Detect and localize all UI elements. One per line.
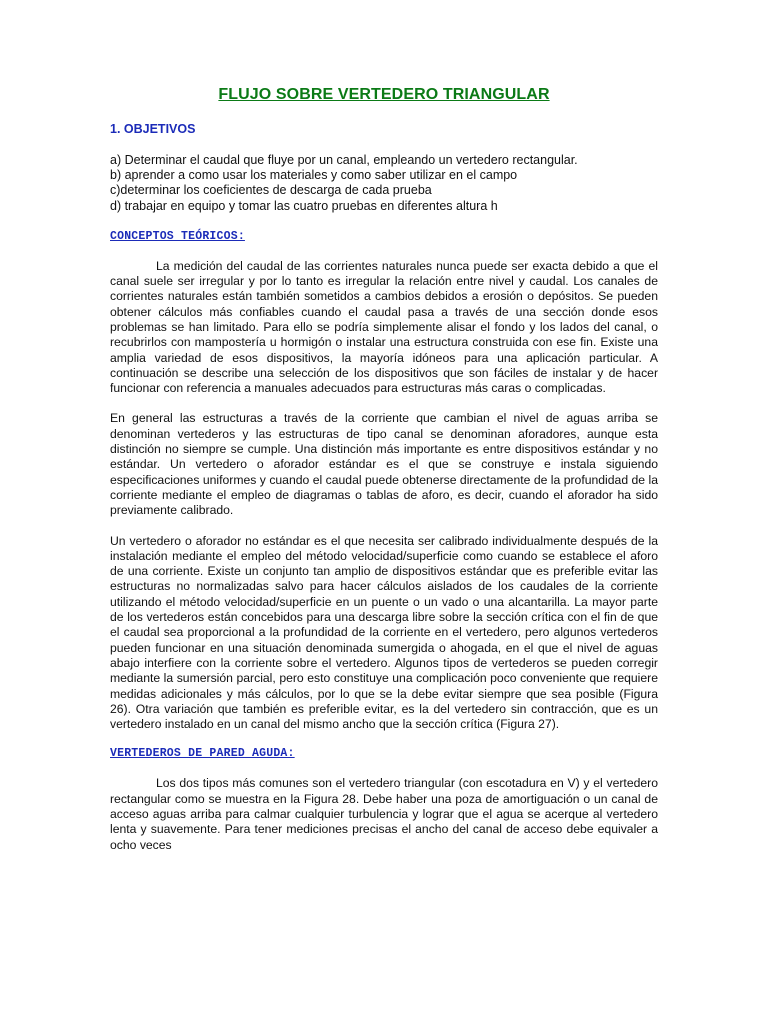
objective-item: a) Determinar el caudal que fluye por un canal, empleando un vertedero rectangular. — [110, 153, 578, 167]
objectives-heading: 1. OBJETIVOS — [110, 122, 196, 136]
objective-item: b) aprender a como usar los materiales y como saber utilizar en el campo — [110, 168, 518, 183]
section-heading-conceptos: CONCEPTOS TEÓRICOS: — [110, 229, 245, 243]
objective-item: d) trabajar en equipo y tomar las cuatro pruebas en diferentes altura h — [110, 198, 498, 213]
objective-item: c)determinar los coeficientes de descarga de cada prueba — [110, 183, 432, 198]
paragraph: Los dos tipos más comunes son el vertedero triangular (con escotadura en V) y el vertedero rectangular como se muestra en la Figura 28. Debe haber una poza de amortiguación o un canal de acceso aguas arriba para calmar cualquier turbulencia y lograr que el agua se acerque al vertedero lenta y suavemente. Para tener mediciones precisas el ancho del canal de acceso debe equivaler a ocho veces — [110, 776, 658, 852]
paragraph: En general las estructuras a través de la corriente que cambian el nivel de aguas arriba se denominan vertederos y las estructuras de tipo canal se denominan aforadores, aunque esta distinción no siempre se cumple. Una distinción más importante es entre dispositivos estándar y no estándar. Un vertedero o aforador estándar es el que se construye e instala siguiendo especificaciones uniformes y cuando el caudal puede obtenerse directamente de la profundidad de la corriente mediante el empleo de diagramas o tablas de aforo, es decir, cuando el aforador ha sido previamente calibrado. — [110, 411, 658, 518]
objectives-list — [110, 153, 658, 214]
document-title: FLUJO SOBRE VERTEDERO TRIANGULAR — [218, 86, 550, 103]
section-heading-vertederos: VERTEDEROS DE PARED AGUDA: — [110, 747, 295, 761]
document-page — [110, 86, 658, 853]
paragraph: Un vertedero o aforador no estándar es el que necesita ser calibrado individualmente después de la instalación mediante el empleo del método velocidad/superficie como cuando se establece el aforo de una corriente. Existe un conjunto tan amplio de dispositivos estándar que es preferible evitar las estructuras no normalizadas salvo para hacer cálculos aislados de los caudales de la corriente utilizando el método velocidad/superficie en un puente o un vado o una alcantarilla. La mayor parte de los vertederos están concebidos para una descarga libre sobre la sección crítica con el fin de que el caudal sea proporcional a la profundidad de la corriente en el vertedero, pero algunos vertederos pueden funcionar en una situación denominada sumergida o ahogada, en el que el nivel de aguas abajo interfiere con la corriente sobre el vertedero. Algunos tipos de vertederos se pueden corregir mediante la sumersión parcial, pero esto constituye una complicación poco conveniente que requiere medidas adicionales y más cálculos, por lo que se la debe evitar siempre que sea posible (Figura 26). Otra variación que también es preferible evitar, es la del vertedero sin contracción, que es un vertedero instalado en un canal del mismo ancho que la sección crítica (Figura 27). — [110, 533, 658, 732]
paragraph: La medición del caudal de las corrientes naturales nunca puede ser exacta debido a que el canal suele ser irregular y por lo tanto es irregular la relación entre nivel y caudal. Los canales de corrientes naturales están también sometidos a cambios debidos a erosión o depósitos. Se pueden obtener cálculos más confiables cuando el caudal pasa a través de una sección donde esos problemas se han limitado. Para ello se podría simplemente alisar el fondo y los lados del canal, o recubrirlos con mampostería u hormigón o instalar una estructura construida con ese fin. Existe una amplia variedad de esos dispositivos, la mayoría idóneos para una aplicación particular. A continuación se describe una selección de los dispositivos que son fáciles de instalar y de hacer funcionar con referencia a manuales adecuados para estructuras más caras o complicadas. — [110, 258, 658, 396]
